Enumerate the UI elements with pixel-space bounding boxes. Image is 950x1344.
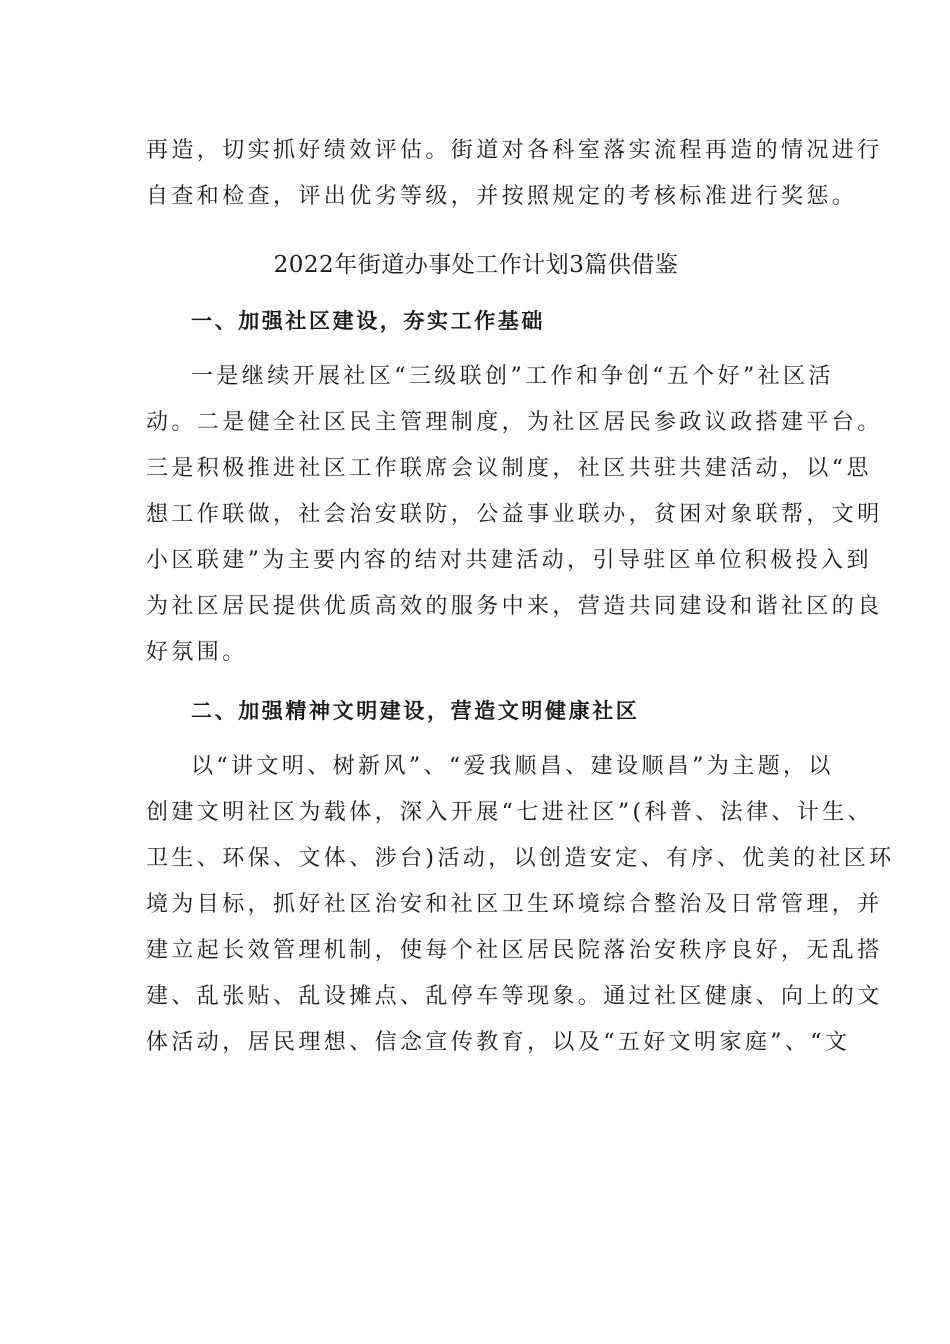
paragraph-line: 体活动，居民理想、信念宣传教育，以及“五好文明家庭”、“文 [146, 1030, 851, 1055]
section-2-heading: 二、加强精神文明建设，营造文明健康社区 [191, 699, 640, 723]
intro-line: 再造，切实抓好绩效评估。街道对各科室落实流程再造的情况进行 [146, 138, 883, 163]
paragraph-line: 小区联建”为主要内容的结对共建活动，引导驻区单位积极投入到 [146, 548, 872, 573]
paragraph-line: 好氛围。 [146, 640, 248, 665]
paragraph-line: 为社区居民提供优质高效的服务中来，营造共同建设和谐社区的良 [146, 594, 883, 619]
intro-line: 自查和检查，评出优劣等级，并按照规定的考核标准进行奖惩。 [146, 184, 858, 209]
section-1-heading: 一、加强社区建设，夯实工作基础 [191, 309, 545, 333]
paragraph-line: 以“讲文明、树新风”、“爱我顺昌、建设顺昌”为主题，以 [191, 754, 834, 779]
paragraph-line: 境为目标，抓好社区治安和社区卫生环境综合整治及日常管理，并 [146, 892, 883, 917]
section-2-paragraph [146, 744, 895, 1066]
paragraph-line: 建立起长效管理机制，使每个社区居民院落治安秩序良好，无乱搭 [146, 938, 883, 963]
paragraph-line: 动。二是健全社区民主管理制度，为社区居民参政议政搭建平台。 [146, 410, 883, 435]
paragraph-line: 想工作联做，社会治安联防，公益事业联办，贫困对象联帮，文明 [146, 502, 883, 527]
section-1-paragraph [146, 354, 883, 676]
document-page [146, 128, 895, 1066]
paragraph-line: 三是积极推进社区工作联席会议制度，社区共驻共建活动，以“思 [146, 456, 872, 481]
intro-paragraph [146, 128, 883, 220]
paragraph-line: 卫生、环保、文体、涉台)活动，以创造安定、有序、优美的社区环 [146, 846, 895, 871]
document-title: 2022年街道办事处工作计划3篇供借鉴 [273, 252, 679, 278]
paragraph-line: 创建文明社区为载体，深入开展“七进社区”(科普、法律、计生、 [146, 800, 874, 825]
paragraph-line: 建、乱张贴、乱设摊点、乱停车等现象。通过社区健康、向上的文 [146, 984, 883, 1009]
paragraph-line: 一是继续开展社区“三级联创”工作和争创“五个好”社区活 [191, 364, 834, 389]
